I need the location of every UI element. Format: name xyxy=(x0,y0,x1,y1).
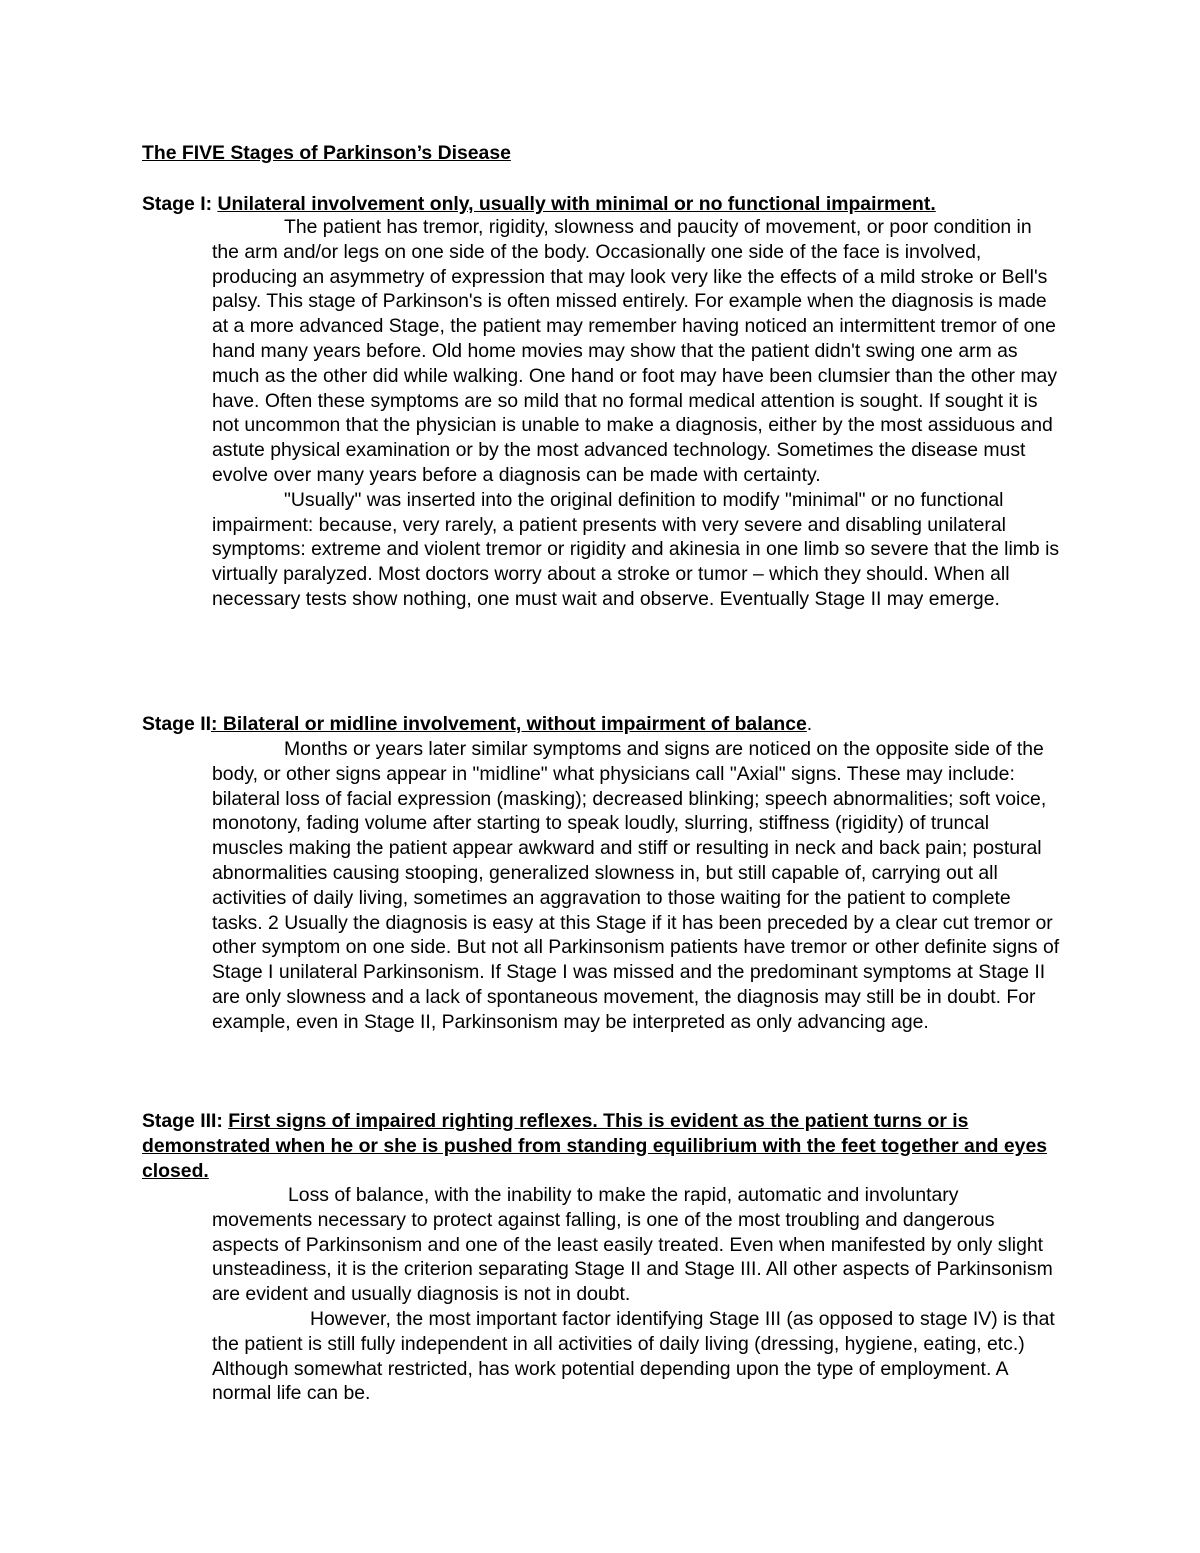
stage-2-label: Stage II xyxy=(142,713,211,735)
stage-3-heading xyxy=(142,1109,1062,1183)
stage-3-body xyxy=(212,1183,1062,1406)
stage-1-title: Unilateral involvement only, usually with minimal or no functional impairment. xyxy=(217,193,936,215)
stage-2-title-suffix: . xyxy=(806,713,813,735)
stage-1-paragraph-2: "Usually" was inserted into the original definition to modify "minimal" or no functional impairment: because, very rarely, a patient presents with very severe and disabling unilateral symptoms: extreme and violent tremor or rigidity and akinesia in one limb so severe that the limb is virtually paralyzed. Most doctors worry about a stroke or tumor – which they should. When all necessary tests show nothing, one must wait and observe. Eventually Stage II may emerge. xyxy=(212,488,1060,610)
stage-2-heading xyxy=(142,712,1062,737)
stage-2-paragraph-1: Months or years later similar symptoms and signs are noticed on the opposite side of the body, or other signs appear in "midline" what physicians call "Axial" signs. These may include: bilateral loss of facial expression (masking); decreased blinking; speech abnormalities; soft voice, monotony, fading volume after starting to speak loudly, slurring, stiffness (rigidity) of truncal muscles making the patient appear awkward and stiff or resulting in neck and back pain; postural abnormalities causing stooping, generalized slowness in, but still capable of, carrying out all activities of daily living, sometimes an aggravation to those waiting for the patient to complete tasks. 2 Usually the diagnosis is easy at this Stage if it has been preceded by a clear cut tremor or other symptom on one side. But not all Parkinsonism patients have tremor or other definite signs of Stage I unilateral Parkinsonism. If Stage I was missed and the predominant symptoms at Stage II are only slowness and a lack of spontaneous movement, the diagnosis may still be in doubt. For example, even in Stage II, Parkinsonism may be interpreted as only advancing age. xyxy=(212,738,1060,1033)
document-title: The FIVE Stages of Parkinson’s Disease xyxy=(142,142,511,164)
stage-1-label: Stage I: xyxy=(142,193,218,215)
stage-1-body xyxy=(212,215,1062,612)
stage-3-title: First signs of impaired righting reflexes. This is evident as the patient turns or is demonstrated when he or she is pushed from standing equilibrium with the feet together and eyes closed. xyxy=(142,1110,1048,1182)
stage-3-paragraph-1: Loss of balance, with the inability to make the rapid, automatic and involuntary movements necessary to protect against falling, is one of the most troubling and dangerous aspects of Parkinsonism and one of the least easily treated. Even when manifested by only slight unsteadiness, it is the criterion separating Stage II and Stage III. All other aspects of Parkinsonism are evident and usually diagnosis is not in doubt. xyxy=(212,1184,1053,1306)
stage-2-body xyxy=(212,737,1062,1035)
stage-1-paragraph-1: The patient has tremor, rigidity, slowness and paucity of movement, or poor condition in the arm and/or legs on one side of the body. Occasionally one side of the face is involved, producing an asymmetry of expression that may look very like the effects of a mild stroke or Bell's palsy. This stage of Parkinson's is often missed entirely. For example when the diagnosis is made at a more advanced Stage, the patient may remember having noticed an intermittent tremor of one hand many years before. Old home movies may show that the patient didn't swing one arm as much as the other did while walking. One hand or foot may have been clumsier than the other may have. Often these symptoms are so mild that no formal medical attention is sought. If sought it is not uncommon that the physician is unable to make a diagnosis, either by the most assiduous and astute physical examination or by the most advanced technology. Sometimes the disease must evolve over many years before a diagnosis can be made with certainty. xyxy=(212,216,1058,486)
stage-3-paragraph-2: However, the most important factor identifying Stage III (as opposed to stage IV) is that the patient is still fully independent in all activities of daily living (dressing, hygiene, eating, etc.) Although somewhat restricted, has work potential depending upon the type of employment. A normal life can be. xyxy=(212,1307,1055,1405)
stage-1-heading xyxy=(142,192,1062,217)
stage-2-title: : Bilateral or midline involvement, without impairment of balance xyxy=(210,713,807,735)
stage-3-label: Stage III: xyxy=(142,1110,229,1132)
